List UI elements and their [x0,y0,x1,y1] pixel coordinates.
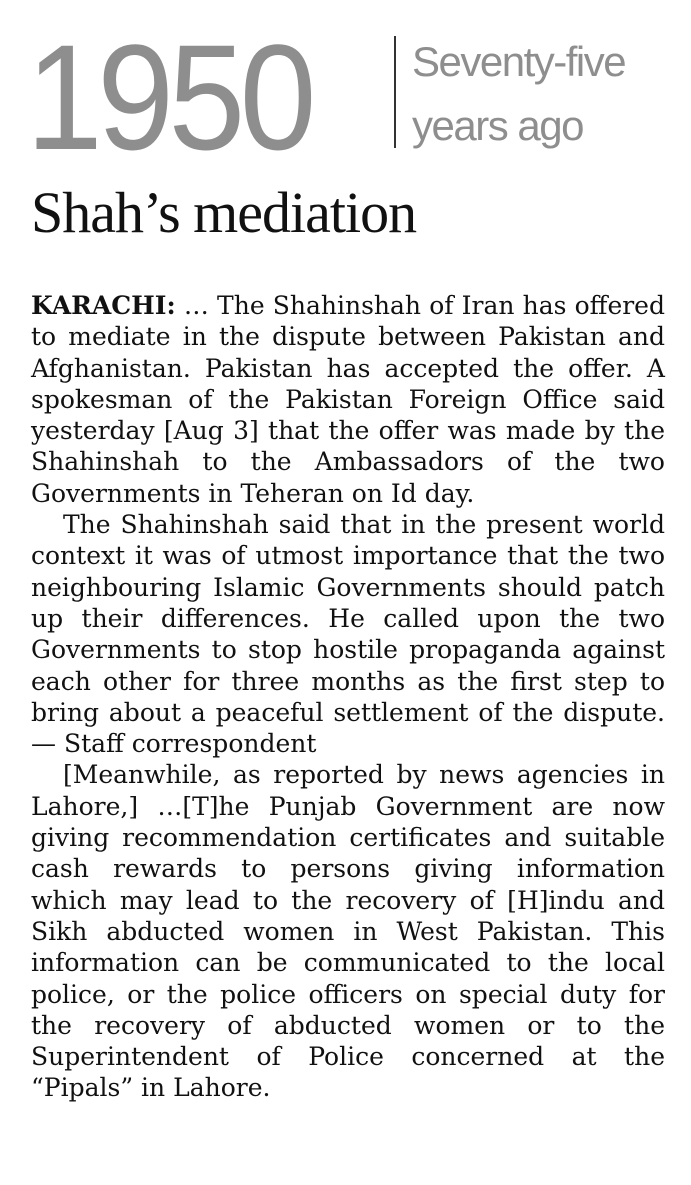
article-paragraph-text: … The Shahinshah of Iran has offered to mediate in the dispute between Pakistan and Afghanistan. Pakistan has accepted the offer. A spokesman of the Pakistan Foreign Office said yesterday [Aug 3] that the offer was made by the Shahinshah to the Ambassadors of the two Governments in Teheran on Id day. [31,291,665,508]
masthead [26,13,676,181]
article-paragraph: The Shahinshah said that in the present world context it was of utmost importance that the two neighbouring Islamic Governments should patch up their differences. He called upon the two Governments to stop hostile propaganda against each other for three months as the first step to bring about a peaceful settlement of the dispute. — Staff correspondent [31,510,665,759]
article-headline: Shah’s mediation [31,180,417,245]
masthead-divider [394,36,396,148]
article-body [31,290,665,1104]
article-dateline: KARACHI: [31,291,176,320]
masthead-tagline: Seventy-five years ago [412,38,626,149]
masthead-year: 1950 [26,13,311,181]
article-paragraph [31,290,665,509]
article-paragraph: [Meanwhile, as reported by news agencies in Lahore,] …[T]he Punjab Government are now giving recommendation certificates and suitable cash rewards to persons giving information which may lead to the recovery of [H]indu and Sikh abducted women in West Pakistan. This information can be communicated to the local police, or the police officers on special duty for the recovery of abducted women or to the Superintendent of Police concerned at the “Pipals” in Lahore. [31,760,665,1103]
